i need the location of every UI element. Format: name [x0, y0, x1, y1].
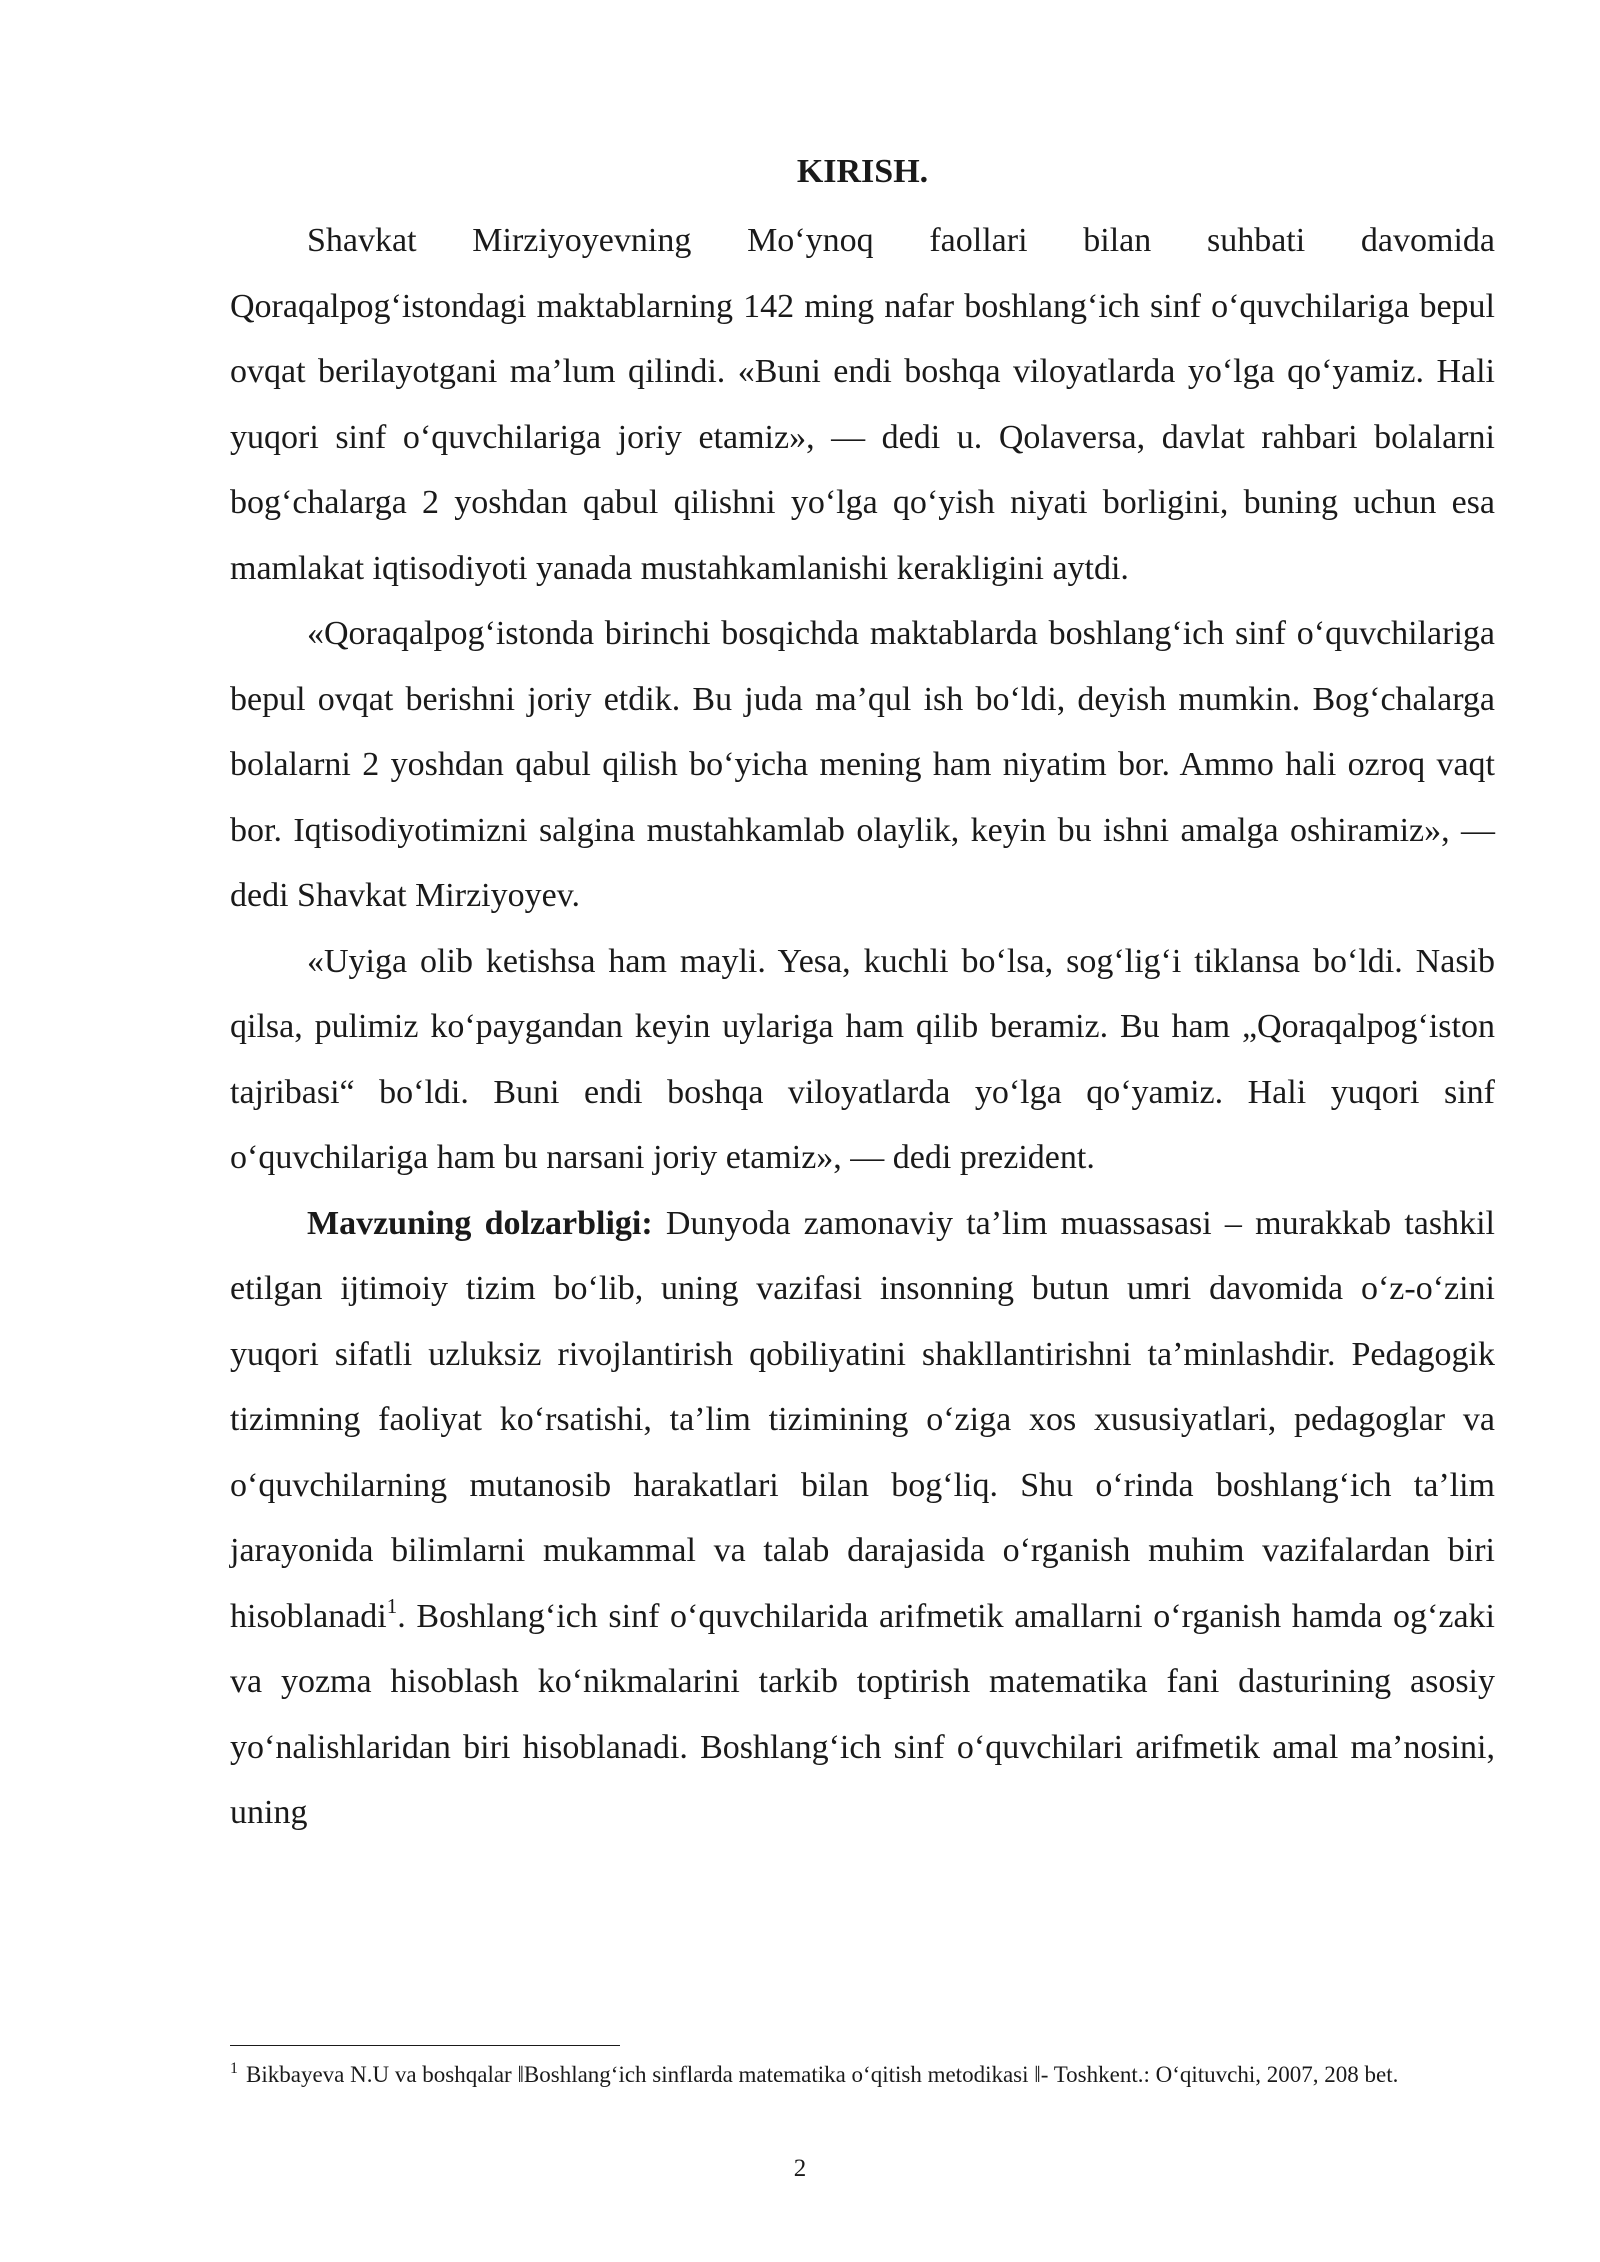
relevance-heading: Mavzuning dolzarbligi: [307, 1204, 653, 1242]
relevance-text-part-2: . Boshlang‘ich sinf o‘quvchilarida arifmetik amallarni o‘rganish hamda og‘zaki va yozma hisoblash ko‘nikmalarini tarkib toptirish matematika fani dasturining asosiy yo‘nalishlaridan biri hisoblanadi. Boshlang‘ich sinf o‘quvchilari arifmetik amal ma’nosini, uning [230, 1597, 1495, 1831]
paragraph-relevance [230, 1191, 1495, 1846]
paragraph-intro: Shavkat Mirziyoyevning Mo‘ynoq faollari bilan suhbati davomida Qoraqalpog‘istondagi maktablarning 142 ming nafar boshlang‘ich sinf o‘quvchilariga bepul ovqat berilayotgani ma’lum qilindi. «Buni endi boshqa viloyatlarda yo‘lga qo‘yamiz. Hali yuqori sinf o‘quvchilariga joriy etamiz», — dedi u. Qolaversa, davlat rahbari bolalarni bog‘chalarga 2 yoshdan qabul qilishni yo‘lga qo‘yish niyati borligini, buning uchun esa mamlakat iqtisodiyoti yanada mustahkamlanishi kerakligini aytdi. [230, 222, 1495, 587]
paragraph-quote-1: «Qoraqalpog‘istonda birinchi bosqichda maktablarda boshlang‘ich sinf o‘quvchilariga bepul ovqat berishni joriy etdik. Bu juda ma’qul ish bo‘ldi, deyish mumkin. Bog‘chalarga bolalarni 2 yoshdan qabul qilish bo‘yicha mening ham niyatim bor. Ammo hali ozroq vaqt bor. Iqtisodiyotimizni salgina mustahkamlab olaylik, keyin bu ishni amalga oshiramiz», — dedi Shavkat Mirziyoyev. [230, 615, 1495, 914]
footnote-reference[interactable]: 1 [386, 1593, 398, 1618]
footnote [230, 2058, 1495, 2091]
footnote-separator [230, 2045, 620, 2046]
body-text [230, 208, 1495, 1846]
footnote-mark: 1 [230, 2060, 238, 2077]
relevance-text-part-1: Dunyoda zamonaviy ta’lim muassasasi – murakkab tashkil etilgan ijtimoiy tizim bo‘lib, uning vazifasi insonning butun umri davomida o‘z-o‘zini yuqori sifatli uzluksiz rivojlantirish qobiliyatini shakllantirishni ta’minlashdir. Pedagogik tizimning faoliyat ko‘rsatishi, ta’lim tizimining o‘ziga xos xususiyatlari, pedagoglar va o‘quvchilarning mutanosib harakatlari bilan bog‘liq. Shu o‘rinda boshlang‘ich ta’lim jarayonida bilimlarni mukammal va talab darajasida o‘rganish muhim vazifalardan biri hisoblanadi [230, 1204, 1495, 1635]
page-number: 2 [793, 2155, 807, 2182]
footnote-text: Bikbayeva N.U va boshqalar ‖Boshlang‘ich sinflarda matematika o‘qitish metodikasi ‖- Toshkent.: O‘qituvchi, 2007, 208 bet. [246, 2062, 1399, 2087]
paragraph-quote-2: «Uyiga olib ketishsa ham mayli. Yesa, kuchli bo‘lsa, sog‘lig‘i tiklansa bo‘ldi. Nasib qilsa, pulimiz ko‘paygandan keyin uylariga ham qilib beramiz. Bu ham „Qoraqalpog‘iston tajribasi“ bo‘ldi. Buni endi boshqa viloyatlarda yo‘lga qo‘yamiz. Hali yuqori sinf o‘quvchilariga ham bu narsani joriy etamiz», — dedi prezident. [230, 942, 1495, 1176]
page-title: KIRISH. [796, 153, 929, 190]
